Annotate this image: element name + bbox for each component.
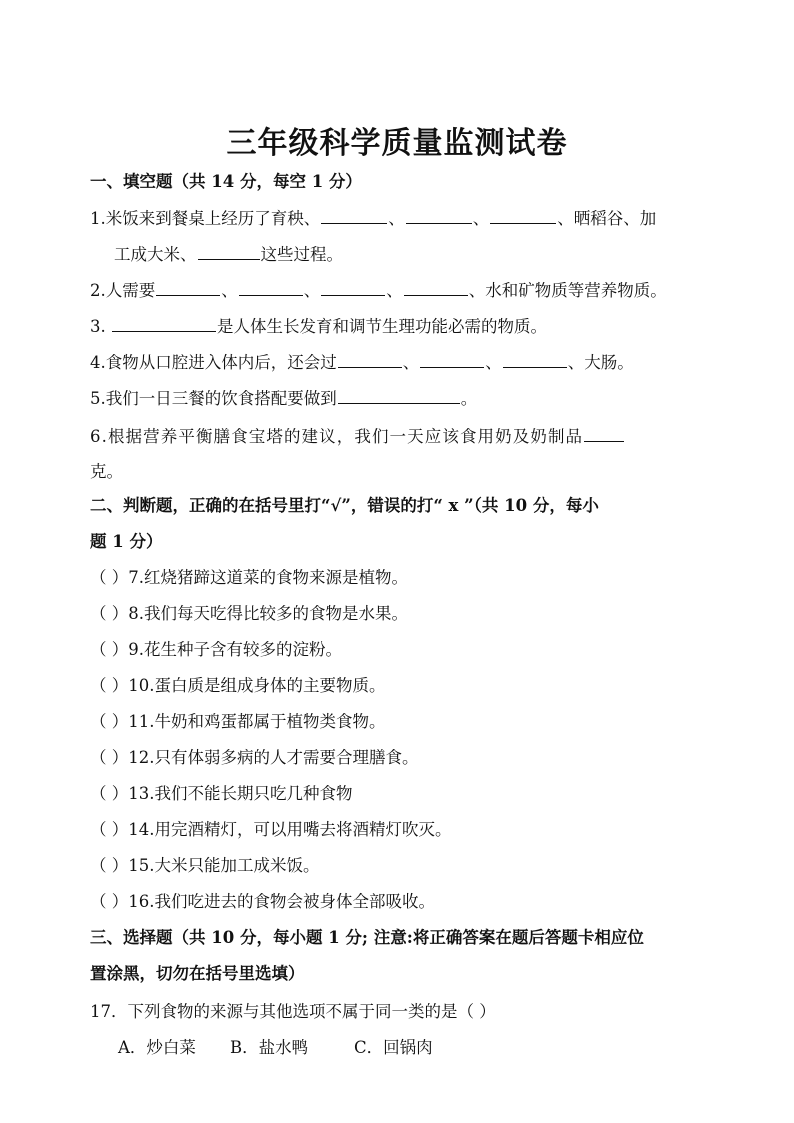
q1-blank-1[interactable] <box>321 208 387 224</box>
judge-item-8: （ ）8.我们每天吃得比较多的食物是水果。 <box>90 604 408 623</box>
question-1-line1 <box>90 208 710 229</box>
question-5 <box>90 388 710 409</box>
q1-text-f: 这些过程。 <box>260 245 343 264</box>
q1-text-d: 、晒稻谷、加 <box>557 209 657 228</box>
question-1-line2 <box>114 244 734 265</box>
question-17-options <box>118 1038 738 1058</box>
q4-text-b: 、 <box>402 353 420 372</box>
q2-blank-2[interactable] <box>239 280 303 296</box>
question-4 <box>90 352 710 373</box>
section2-heading-line1: 二、判断题，正确的在括号里打“√”，错误的打“ x ”（共 10 分，每小 <box>90 496 599 515</box>
q2-text-c: 、 <box>303 281 321 300</box>
q6-text-a: 6.根据营养平衡膳食宝塔的建议，我们一天应该食用奶及奶制品 <box>90 427 584 446</box>
q4-text-c: 、 <box>485 353 502 372</box>
q4-blank-3[interactable] <box>503 352 567 368</box>
section2-heading-line2: 题 1 分） <box>90 532 163 551</box>
q4-blank-1[interactable] <box>338 352 402 368</box>
judge-item-14: （ ）14.用完酒精灯，可以用嘴去将酒精灯吹灭。 <box>90 820 452 839</box>
q6-blank-1[interactable] <box>584 426 624 442</box>
q1-text-a: 1.米饭来到餐桌上经历了育秧、 <box>90 209 321 228</box>
question-6-line2: 克。 <box>90 462 123 481</box>
judge-item-7: （ ）7.红烧猪蹄这道菜的食物来源是植物。 <box>90 568 408 587</box>
question-6-line1 <box>90 426 710 447</box>
option-a[interactable]: A．炒白菜 <box>118 1038 196 1057</box>
page-title: 三年级科学质量监测试卷 <box>226 126 568 161</box>
q4-text-a: 4.食物从口腔进入体内后，还会过 <box>90 353 337 372</box>
judge-item-12: （ ）12.只有体弱多病的人才需要合理膳食。 <box>90 748 419 767</box>
q1-blank-3[interactable] <box>490 208 556 224</box>
q5-text-b: 。 <box>460 389 478 408</box>
judge-item-15: （ ）15.大米只能加工成米饭。 <box>90 856 320 875</box>
q2-blank-4[interactable] <box>404 280 468 296</box>
q4-text-d: 、大肠。 <box>567 353 634 372</box>
q5-text-a: 5.我们一日三餐的饮食搭配要做到 <box>90 389 337 408</box>
option-b[interactable]: B．盐水鸭 <box>230 1038 309 1057</box>
section3-heading-line2: 置涂黑，切勿在括号里选填） <box>90 964 305 983</box>
q2-text-b: 、 <box>221 281 238 300</box>
q2-text-e: 、水和矿物质等营养物质。 <box>468 281 667 300</box>
q2-text-a: 2.人需要 <box>90 281 156 300</box>
q2-blank-3[interactable] <box>321 280 385 296</box>
q3-blank-1[interactable] <box>112 316 216 332</box>
q1-text-c: 、 <box>472 209 490 228</box>
q3-text-b: 是人体生长发育和调节生理功能必需的物质。 <box>217 317 547 336</box>
question-17: 17．下列食物的来源与其他选项不属于同一类的是（ ） <box>90 1002 496 1021</box>
question-2 <box>90 280 710 301</box>
q1-blank-4[interactable] <box>198 244 260 260</box>
q1-blank-2[interactable] <box>406 208 472 224</box>
q4-blank-2[interactable] <box>420 352 484 368</box>
judge-item-10: （ ）10.蛋白质是组成身体的主要物质。 <box>90 676 386 695</box>
section1-heading: 一、填空题（共 14 分，每空 1 分） <box>90 172 362 191</box>
section3-heading-line1: 三、选择题（共 10 分，每小题 1 分; 注意:将正确答案在题后答题卡相应位 <box>90 928 644 947</box>
judge-item-11: （ ）11.牛奶和鸡蛋都属于植物类食物。 <box>90 712 386 731</box>
q5-blank-1[interactable] <box>338 388 460 404</box>
q2-blank-1[interactable] <box>156 280 220 296</box>
q1-text-b: 、 <box>388 209 405 228</box>
judge-item-16: （ ）16.我们吃进去的食物会被身体全部吸收。 <box>90 892 435 911</box>
question-3 <box>90 316 710 337</box>
judge-item-9: （ ）9.花生种子含有较多的淀粉。 <box>90 640 342 659</box>
q3-text-a: 3. <box>90 317 106 336</box>
option-c[interactable]: C．回锅肉 <box>354 1038 433 1057</box>
q1-text-e: 工成大米、 <box>114 245 197 264</box>
judge-item-13: （ ）13.我们不能长期只吃几种食物 <box>90 784 353 803</box>
q2-text-d: 、 <box>386 281 403 300</box>
